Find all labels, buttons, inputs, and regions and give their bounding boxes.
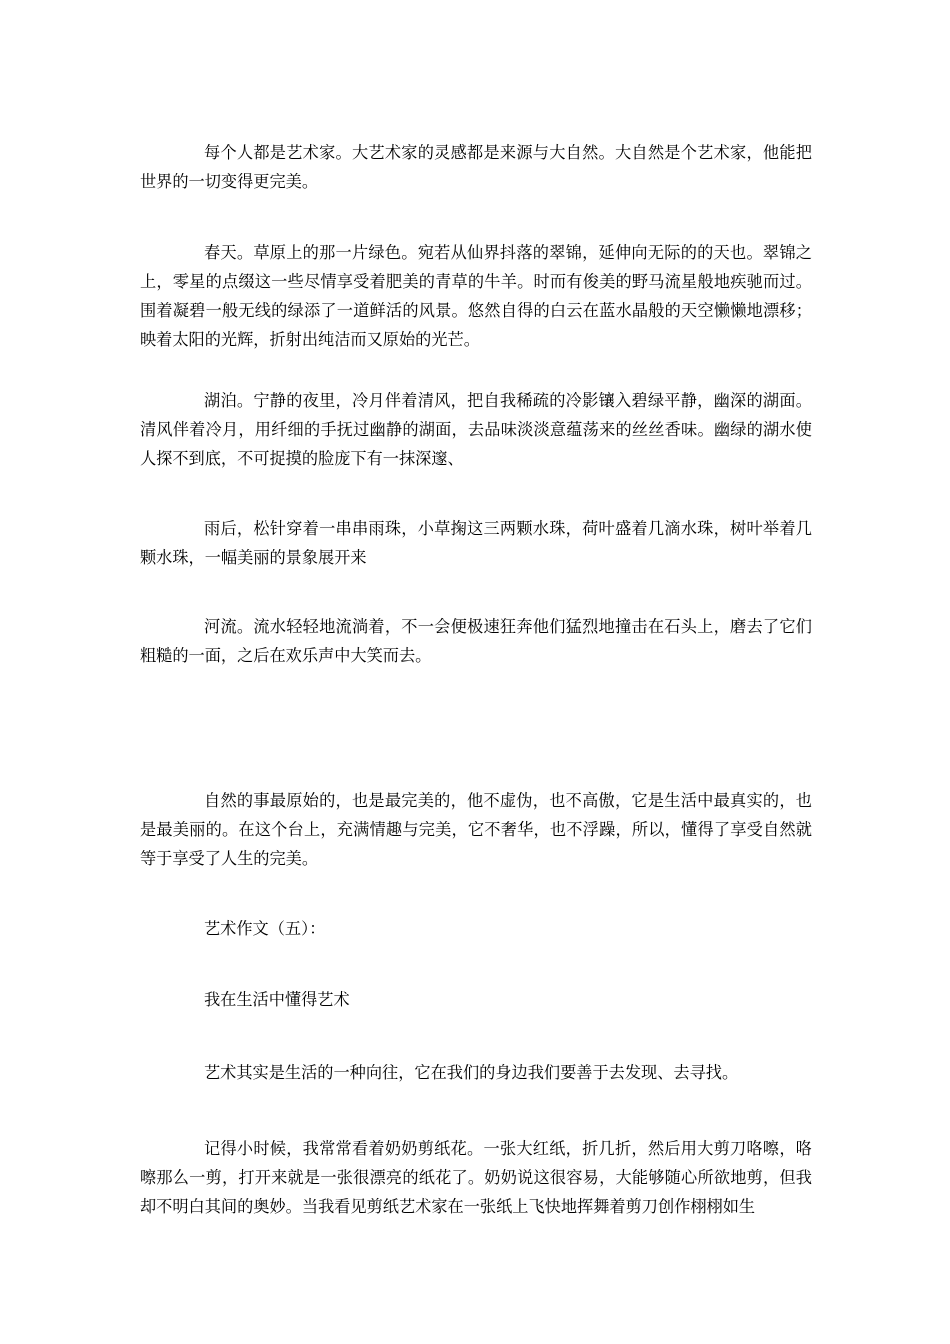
essay-title: 艺术作文（五）： [204, 919, 326, 938]
paragraph-spring: 春天。草原上的那一片绿色。宛若从仙界抖落的翠锦，延伸向无际的的天也。翠锦之上，零星的点缀这一些尽情享受着肥美的青草的牛羊。时而有俊美的野马流星般地疾驰而过。围着凝碧一般无线的绿添了一道鲜活的风景。悠然自得的白云在蓝水晶般的天空懒懒地漂移；映着太阳的光辉，折射出纯洁而又原始的光芒。 [140, 243, 812, 349]
essay-subtitle: 我在生活中懂得艺术 [204, 990, 350, 1009]
paragraph-art-intro: 艺术其实是生活的一种向往，它在我们的身边我们要善于去发现、去寻找。 [204, 1063, 739, 1082]
paragraph-lake: 湖泊。宁静的夜里，冷月伴着清风，把自我稀疏的冷影镶入碧绿平静，幽深的湖面。清风伴着冷月，用纤细的手抚过幽静的湖面，去品味淡淡意蕴荡来的丝丝香味。幽绿的湖水使人探不到底，不可捉摸的脸庞下有一抹深邃、 [140, 391, 812, 468]
paragraph-river: 河流。流水轻轻地流淌着，不一会便极速狂奔他们猛烈地撞击在石头上，磨去了它们粗糙的一面，之后在欢乐声中大笑而去。 [140, 617, 812, 665]
paragraph-after-rain: 雨后，松针穿着一串串雨珠，小草掬这三两颗水珠，荷叶盛着几滴水珠，树叶举着几颗水珠，一幅美丽的景象展开来 [140, 519, 812, 567]
paragraph-paper-cutting: 记得小时候，我常常看着奶奶剪纸花。一张大红纸，折几折，然后用大剪刀咯嚓，咯嚓那么一剪，打开来就是一张很漂亮的纸花了。奶奶说这很容易，大能够随心所欲地剪，但我却不明白其间的奥妙。当我看见剪纸艺术家在一张纸上飞快地挥舞着剪刀创作栩栩如生 [140, 1139, 812, 1216]
paragraph-intro: 每个人都是艺术家。大艺术家的灵感都是来源与大自然。大自然是个艺术家，他能把世界的一切变得更完美。 [140, 143, 812, 191]
paragraph-nature: 自然的事最原始的，也是最完美的，他不虚伪，也不高傲，它是生活中最真实的，也是最美丽的。在这个台上，充满情趣与完美，它不奢华，也不浮躁，所以，懂得了享受自然就等于享受了人生的完美。 [140, 791, 812, 868]
